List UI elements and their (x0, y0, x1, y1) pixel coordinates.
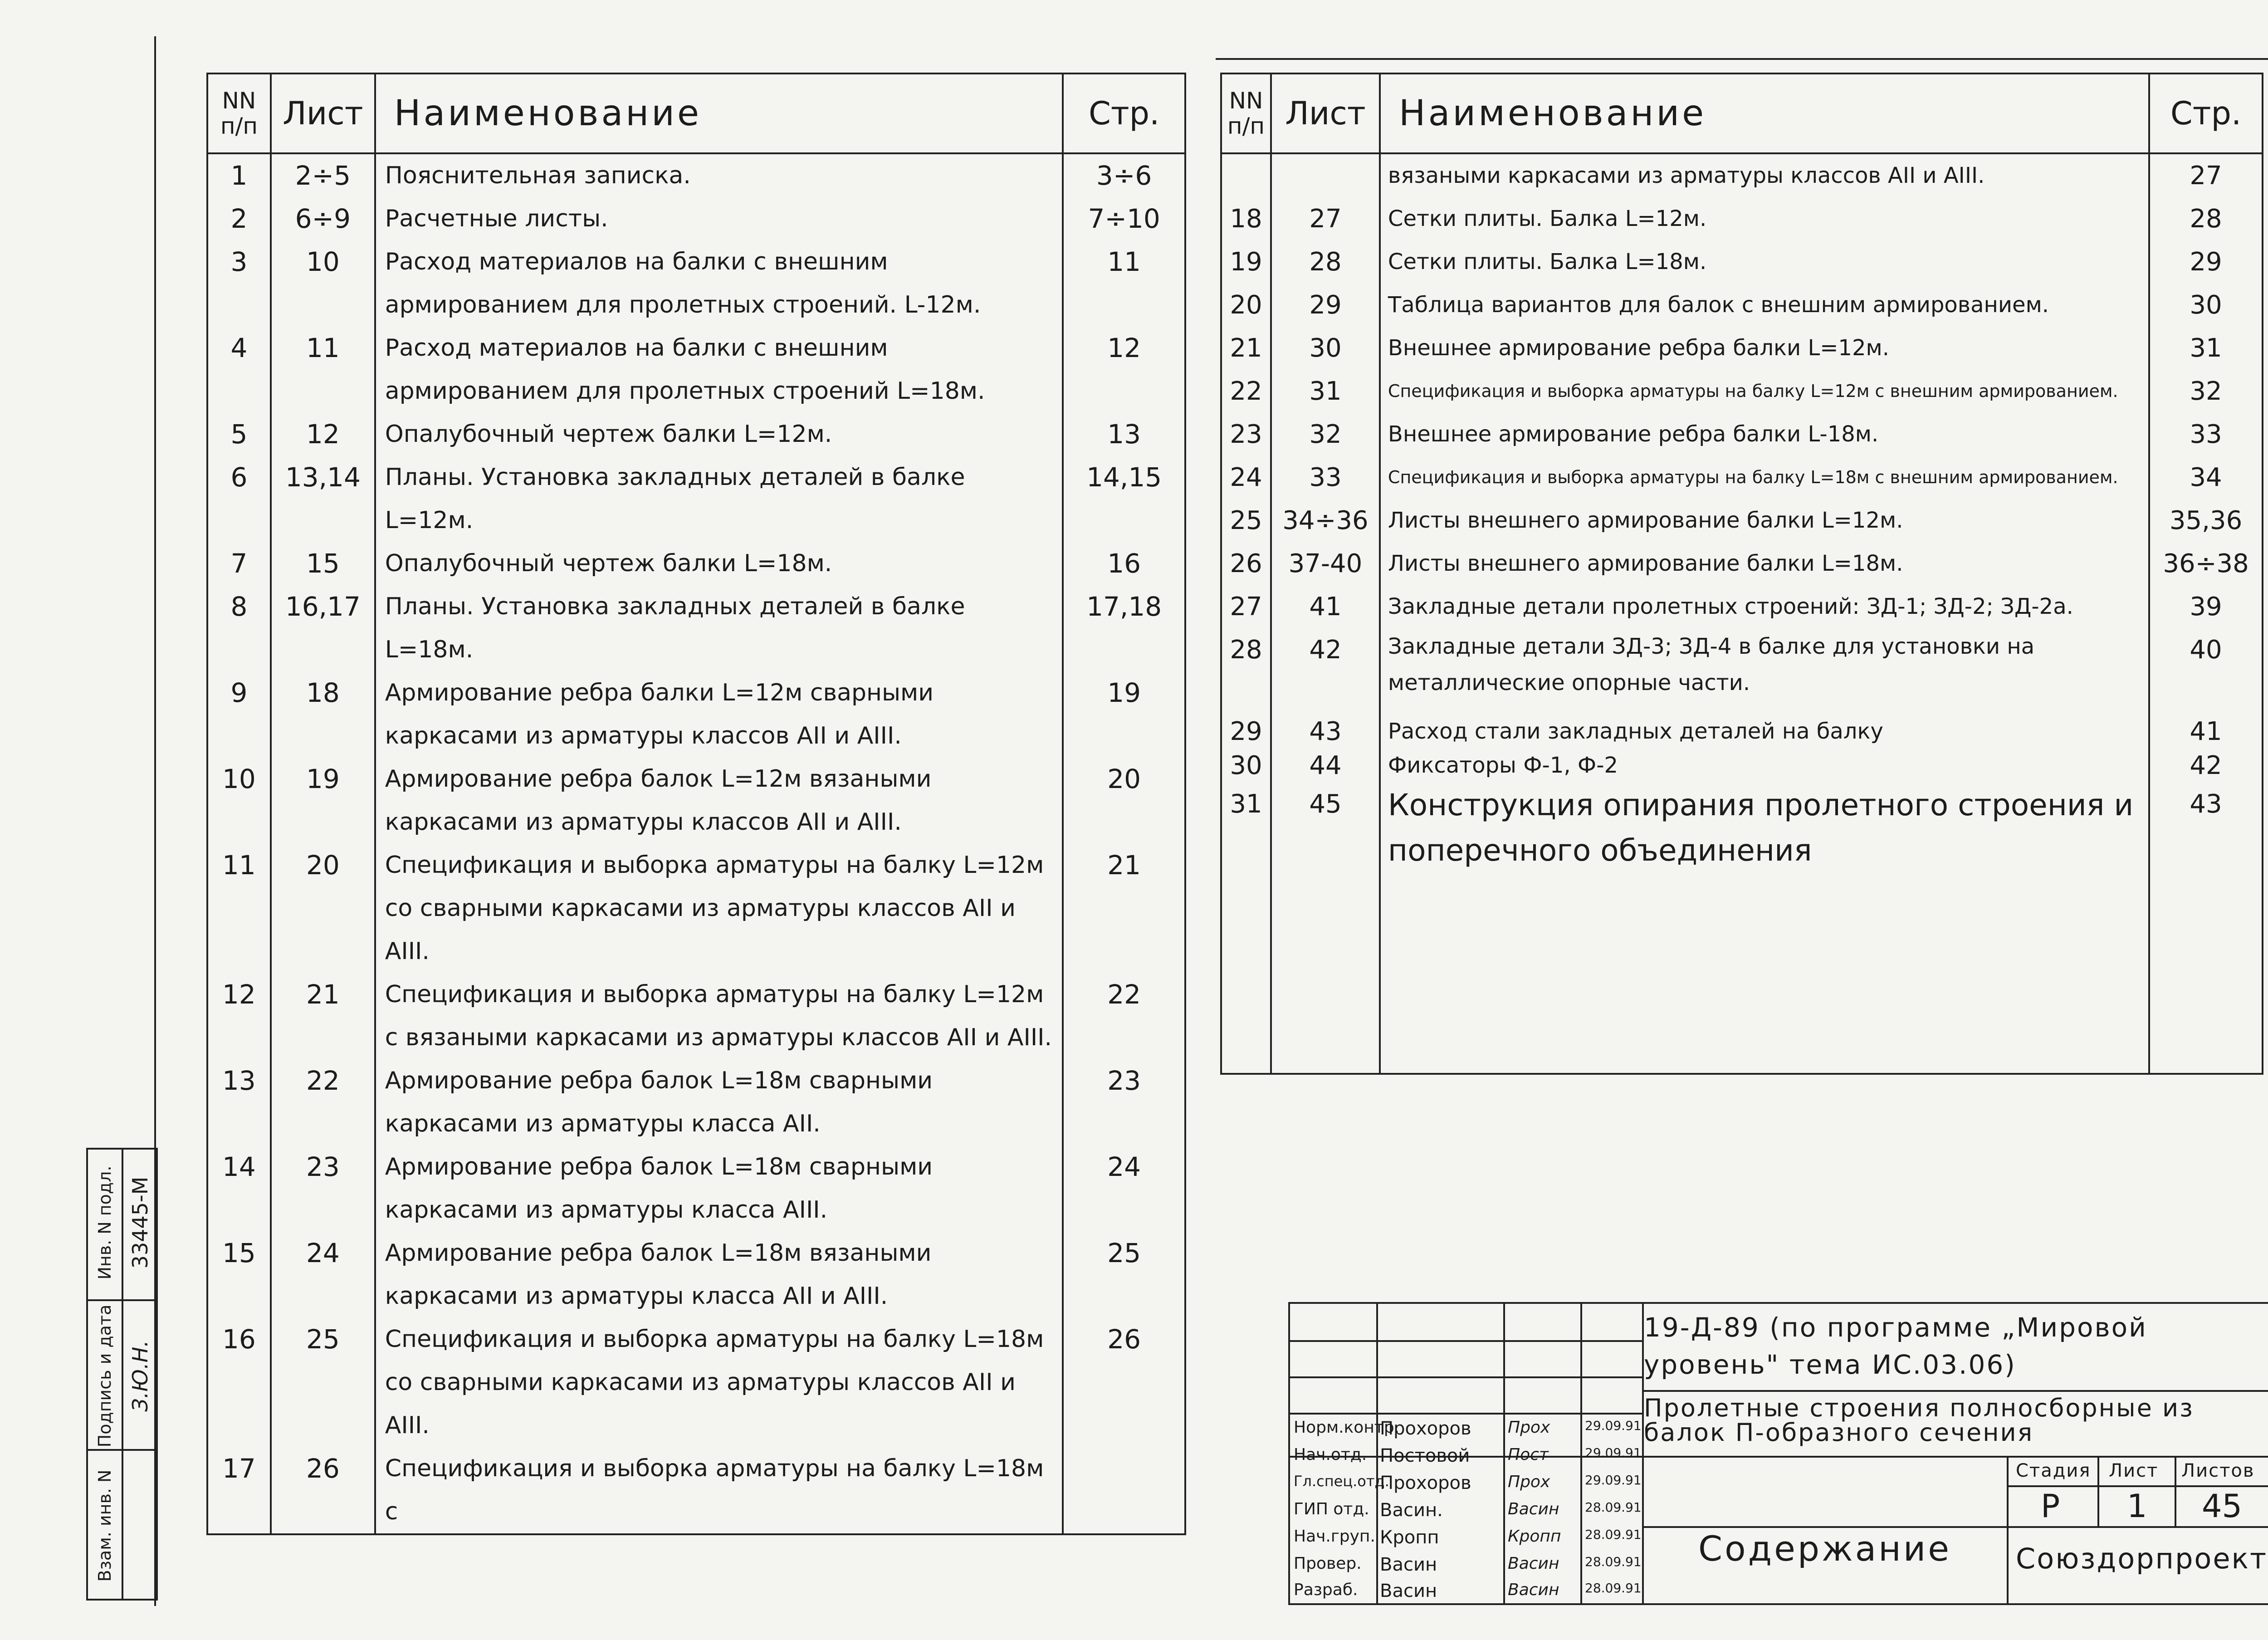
row-sheet: 6÷9 (271, 197, 375, 240)
row-num: 23 (1221, 413, 1271, 456)
sig-signature: Васин (1508, 1581, 1559, 1599)
row-num: 20 (1221, 284, 1271, 327)
row-num: 12 (207, 973, 271, 1059)
row-sheet: 31 (1271, 370, 1380, 413)
row-name: Планы. Установка закладных деталей в балке L=18м. (375, 585, 1063, 671)
table-row (1221, 153, 2263, 197)
table-row (1221, 499, 2263, 542)
side-stamp (86, 1148, 158, 1601)
table-row (1221, 715, 2263, 749)
grid-line (1290, 1340, 1642, 1342)
row-sheet: 30 (1271, 327, 1380, 370)
row-num: 13 (207, 1059, 271, 1146)
row-num: 18 (1221, 197, 1271, 240)
row-name: Армирование ребра балки L=12м сварными каркасами из арматуры классов АII и АIII. (375, 671, 1063, 758)
row-page: 13 (1063, 413, 1185, 456)
row-num: 26 (1221, 542, 1271, 585)
row-name: Листы внешнего армирование балки L=12м. (1380, 499, 2149, 542)
sheet-label: Лист (2109, 1460, 2159, 1481)
row-name: Опалубочный чертеж балки L=18м. (375, 542, 1063, 585)
sig-name: Васин (1380, 1581, 1437, 1601)
frame-top-line (1216, 58, 2268, 60)
row-page: 35,36 (2149, 499, 2263, 542)
header-name: Наименование (1380, 73, 2149, 153)
row-page: 30 (2149, 284, 2263, 327)
row-page: 24 (1063, 1146, 1185, 1232)
sig-date: 29.09.91 (1585, 1445, 1642, 1460)
table-row (1221, 197, 2263, 240)
contents-table-left (206, 73, 1186, 1535)
header-page: Стр. (2149, 73, 2263, 153)
empty-cell (1380, 873, 2149, 1074)
sig-date: 28.09.91 (1585, 1527, 1642, 1542)
side-cell (123, 1148, 157, 1297)
grid-line (1290, 1376, 1642, 1378)
table-row (207, 153, 1185, 197)
sig-role: Гл.спец.отд. (1294, 1473, 1389, 1490)
row-sheet: 23 (271, 1146, 375, 1232)
row-sheet: 15 (271, 542, 375, 585)
row-num: 30 (1221, 749, 1271, 783)
row-page: 14,15 (1063, 456, 1185, 542)
row-page: 25 (1063, 1232, 1185, 1318)
row-sheet: 12 (271, 413, 375, 456)
header-name: Наименование (375, 73, 1063, 153)
row-sheet: 34÷36 (1271, 499, 1380, 542)
grid-line (2175, 1456, 2176, 1526)
header-sheet: Лист (1271, 73, 1380, 153)
row-sheet: 45 (1271, 783, 1380, 873)
sig-date: 28.09.91 (1585, 1500, 1642, 1515)
sheets-label: Листов (2181, 1460, 2255, 1481)
row-name: Расход стали закладных деталей на балку (1380, 715, 2149, 749)
row-name: Спецификация и выборка арматуры на балку L=12м с вязаными каркасами из арматуры классов АII и АIII. (375, 973, 1063, 1059)
project-title-line2: балок П-образного сечения (1644, 1418, 2034, 1447)
empty-cell (2149, 873, 2263, 1074)
sig-name: Кропп (1380, 1527, 1439, 1548)
inv-value: 33445-М (128, 1176, 152, 1269)
row-page: 33 (2149, 413, 2263, 456)
row-sheet: 44 (1271, 749, 1380, 783)
row-name: Внешнее армирование ребра балки L-18м. (1380, 413, 2149, 456)
row-sheet: 29 (1271, 284, 1380, 327)
row-sheet: 27 (1271, 197, 1380, 240)
row-name: Закладные детали ЗД-3; ЗД-4 в балке для установки на металлические опорные части. (1380, 628, 2149, 715)
empty-cell (1271, 873, 1380, 1074)
row-sheet: 41 (1271, 585, 1380, 628)
row-page: 22 (1063, 973, 1185, 1059)
sig-signature: Васин (1508, 1554, 1559, 1573)
row-sheet: 24 (271, 1232, 375, 1318)
table-row (207, 327, 1185, 413)
row-sheet: 13,14 (271, 456, 375, 542)
grid-line (2007, 1485, 2268, 1487)
row-page: 41 (2149, 715, 2263, 749)
row-num: 16 (207, 1318, 271, 1447)
signature-row (1290, 1522, 1644, 1550)
row-page: 43 (2149, 783, 2263, 873)
sig-name: Васин. (1380, 1500, 1443, 1521)
table-row (1221, 749, 2263, 783)
table-row (207, 1318, 1185, 1447)
row-sheet: 20 (271, 844, 375, 973)
row-num: 28 (1221, 628, 1271, 715)
row-sheet: 32 (1271, 413, 1380, 456)
empty-cell (1221, 873, 1271, 1074)
row-page: 21 (1063, 844, 1185, 973)
table-row (1221, 284, 2263, 327)
table-row (207, 413, 1185, 456)
table-row (207, 197, 1185, 240)
table-row (207, 240, 1185, 327)
row-sheet: 18 (271, 671, 375, 758)
doc-code-line1: 19-Д-89 (по программе „Мировой (1644, 1312, 2147, 1343)
row-page: 3÷6 (1063, 153, 1185, 197)
row-name: Таблица вариантов для балок с внешним армированием. (1380, 284, 2149, 327)
row-num: 14 (207, 1146, 271, 1232)
sig-role: Разраб. (1294, 1581, 1358, 1599)
table-row (1221, 370, 2263, 413)
row-name: Внешнее армирование ребра балки L=12м. (1380, 327, 2149, 370)
row-sheet: 11 (271, 327, 375, 413)
sig-date: 29.09.91 (1585, 1418, 1642, 1433)
sig-role: Нач.груп. (1294, 1527, 1375, 1546)
content-title: Содержание (1698, 1528, 1951, 1569)
table-row (207, 758, 1185, 844)
header-num: NN п/п (1221, 73, 1271, 153)
row-sheet: 43 (1271, 715, 1380, 749)
row-num: 5 (207, 413, 271, 456)
row-sheet: 26 (271, 1447, 375, 1534)
row-num: 3 (207, 240, 271, 327)
row-page: 11 (1063, 240, 1185, 327)
row-name: Закладные детали пролетных строений: ЗД-1; ЗД-2; ЗД-2а. (1380, 585, 2149, 628)
row-sheet: 28 (1271, 240, 1380, 284)
sig-role: Провер. (1294, 1554, 1362, 1573)
row-name: Сетки плиты. Балка L=12м. (1380, 197, 2149, 240)
sig-date: 29.09.91 (1585, 1473, 1642, 1488)
row-page: 40 (2149, 628, 2263, 715)
row-num: 2 (207, 197, 271, 240)
table-row (207, 1232, 1185, 1318)
row-num: 8 (207, 585, 271, 671)
row-name: Конструкция опирания пролетного строения и поперечного объединения (1380, 783, 2149, 873)
sig-date: 28.09.91 (1585, 1581, 1642, 1596)
row-num: 24 (1221, 456, 1271, 499)
row-sheet: 25 (271, 1318, 375, 1447)
row-sheet: 33 (1271, 456, 1380, 499)
row-num: 9 (207, 671, 271, 758)
table-row (207, 844, 1185, 973)
row-name: Армирование ребра балок L=12м вязаными каркасами из арматуры классов АII и АIII. (375, 758, 1063, 844)
grid-line (1642, 1526, 2268, 1528)
row-num: 7 (207, 542, 271, 585)
row-name: Планы. Установка закладных деталей в балке L=12м. (375, 456, 1063, 542)
row-name: Листы внешнего армирование балки L=18м. (1380, 542, 2149, 585)
table-row (207, 1447, 1185, 1534)
row-page: 27 (2149, 153, 2263, 197)
row-num: 19 (1221, 240, 1271, 284)
header-page: Стр. (1063, 73, 1185, 153)
stage-value: Р (2041, 1488, 2060, 1525)
row-page: 12 (1063, 327, 1185, 413)
table-row (1221, 413, 2263, 456)
sig-role: Норм.контр. (1294, 1418, 1400, 1437)
sig-signature: Кропп (1508, 1527, 1561, 1546)
sig-date: 28.09.91 (1585, 1554, 1642, 1569)
table-row (207, 1146, 1185, 1232)
replace-label: Взам. инв. N (95, 1469, 115, 1582)
row-name: Армирование ребра балок L=18м сварными каркасами из арматуры класса АIII. (375, 1146, 1063, 1232)
table-header (1221, 73, 2263, 153)
row-page: 23 (1063, 1059, 1185, 1146)
table-row (1221, 240, 2263, 284)
inv-label: Инв. N подл. (95, 1165, 115, 1280)
row-num: 4 (207, 327, 271, 413)
row-num: 25 (1221, 499, 1271, 542)
sig-name: Васин (1380, 1554, 1437, 1575)
side-label-column (88, 1150, 122, 1599)
row-num: 6 (207, 456, 271, 542)
title-block (1288, 1302, 2268, 1605)
table-row (1221, 783, 2263, 873)
sig-name: Прохоров (1380, 1473, 1471, 1493)
row-name: Сетки плиты. Балка L=18м. (1380, 240, 2149, 284)
row-num: 11 (207, 844, 271, 973)
table-row (1221, 542, 2263, 585)
sheets-value: 45 (2202, 1488, 2243, 1525)
side-cell (88, 1299, 122, 1451)
row-page: 26 (1063, 1318, 1185, 1447)
doc-code-line2: уровень" тема ИС.03.06) (1644, 1349, 2016, 1380)
header-num: NN п/п (207, 73, 271, 153)
signature-row (1290, 1467, 1644, 1495)
sign-label: Подпись и дата (95, 1304, 115, 1448)
row-name: Армирование ребра балок L=18м вязаными каркасами из арматуры класса АII и АIII. (375, 1232, 1063, 1318)
signature-row (1290, 1440, 1644, 1468)
row-name: Расход материалов на балки с внешним армированием для пролетных строений. L-12м. (375, 240, 1063, 327)
grid-line (1642, 1390, 2268, 1392)
row-num: 17 (207, 1447, 271, 1534)
grid-line (2097, 1456, 2099, 1526)
row-name: Спецификация и выборка арматуры на балку L=18м со сварными каркасами из арматуры классов АII и АIII. (375, 1318, 1063, 1447)
sig-signature: Прох (1508, 1418, 1550, 1437)
project-title-line1: Пролетные строения полносборные из (1644, 1394, 2194, 1422)
row-num: 21 (1221, 327, 1271, 370)
row-page: 28 (2149, 197, 2263, 240)
table-row (1221, 456, 2263, 499)
table-row (1221, 585, 2263, 628)
row-page: 36÷38 (2149, 542, 2263, 585)
row-page: 7÷10 (1063, 197, 1185, 240)
row-sheet: 19 (271, 758, 375, 844)
row-name: Армирование ребра балок L=18м сварными каркасами из арматуры класса АII. (375, 1059, 1063, 1146)
row-page: 39 (2149, 585, 2263, 628)
table-row (207, 456, 1185, 542)
row-page: 31 (2149, 327, 2263, 370)
row-page: 42 (2149, 749, 2263, 783)
row-sheet: 22 (271, 1059, 375, 1146)
table-row (1221, 628, 2263, 715)
row-name: Фиксаторы Ф-1, Ф-2 (1380, 749, 2149, 783)
grid-line (2007, 1456, 2009, 1603)
contents-table-right (1220, 73, 2263, 1075)
row-sheet: 10 (271, 240, 375, 327)
row-num: 29 (1221, 715, 1271, 749)
row-name: Спецификация и выборка арматуры на балку L=18м с (375, 1447, 1063, 1534)
table-row (207, 585, 1185, 671)
row-page: 16 (1063, 542, 1185, 585)
side-cell (88, 1449, 122, 1601)
stage-label: Стадия (2016, 1460, 2091, 1481)
table-row (207, 1059, 1185, 1146)
sig-role: ГИП отд. (1294, 1500, 1369, 1518)
sig-name: Прохоров (1380, 1418, 1471, 1439)
sig-signature: Пост (1508, 1445, 1549, 1464)
row-sheet: 2÷5 (271, 153, 375, 197)
row-num: 1 (207, 153, 271, 197)
table-row (207, 671, 1185, 758)
row-sheet: 16,17 (271, 585, 375, 671)
row-num: 10 (207, 758, 271, 844)
table-row (207, 973, 1185, 1059)
side-cell (88, 1148, 122, 1297)
table-row (1221, 327, 2263, 370)
row-name: Расчетные листы. (375, 197, 1063, 240)
sheet-value: 1 (2127, 1488, 2147, 1525)
side-cell (123, 1299, 157, 1451)
row-name: вязаными каркасами из арматуры классов АII и АIII. (1380, 153, 2149, 197)
signature-row (1290, 1494, 1644, 1523)
row-sheet: 42 (1271, 628, 1380, 715)
row-page: 17,18 (1063, 585, 1185, 671)
signature-row (1290, 1413, 1644, 1441)
row-page (1063, 1447, 1185, 1534)
sig-role: Нач.отд. (1294, 1445, 1367, 1464)
table-row (207, 542, 1185, 585)
side-cell (123, 1449, 157, 1601)
table-row-empty (1221, 873, 2263, 1074)
side-value-column (123, 1150, 157, 1599)
organization-name: Союздорпроект (2016, 1542, 2268, 1575)
row-sheet: 21 (271, 973, 375, 1059)
row-name: Расход материалов на балки с внешним армированием для пролетных строений L=18м. (375, 327, 1063, 413)
sign-value: З.Ю.Н. (128, 1340, 152, 1412)
sig-name: Постовой (1380, 1445, 1470, 1466)
row-num (1221, 153, 1271, 197)
row-page: 19 (1063, 671, 1185, 758)
row-name: Спецификация и выборка арматуры на балку L=12м с внешним армированием. (1380, 370, 2149, 413)
row-name: Спецификация и выборка арматуры на балку L=18м с внешним армированием. (1380, 456, 2149, 499)
row-name: Опалубочный чертеж балки L=12м. (375, 413, 1063, 456)
row-page: 34 (2149, 456, 2263, 499)
row-sheet: 37-40 (1271, 542, 1380, 585)
header-sheet: Лист (271, 73, 375, 153)
row-page: 29 (2149, 240, 2263, 284)
row-page: 32 (2149, 370, 2263, 413)
row-name: Спецификация и выборка арматуры на балку L=12м со сварными каркасами из арматуры классов АII и АIII. (375, 844, 1063, 973)
sig-signature: Прох (1508, 1473, 1550, 1491)
row-page: 20 (1063, 758, 1185, 844)
row-num: 15 (207, 1232, 271, 1318)
row-num: 31 (1221, 783, 1271, 873)
sig-signature: Васин (1508, 1500, 1559, 1518)
row-num: 22 (1221, 370, 1271, 413)
row-num: 27 (1221, 585, 1271, 628)
signature-row (1290, 1549, 1644, 1577)
row-sheet (1271, 153, 1380, 197)
signature-row (1290, 1575, 1644, 1603)
row-name: Пояснительная записка. (375, 153, 1063, 197)
table-header (207, 73, 1185, 153)
